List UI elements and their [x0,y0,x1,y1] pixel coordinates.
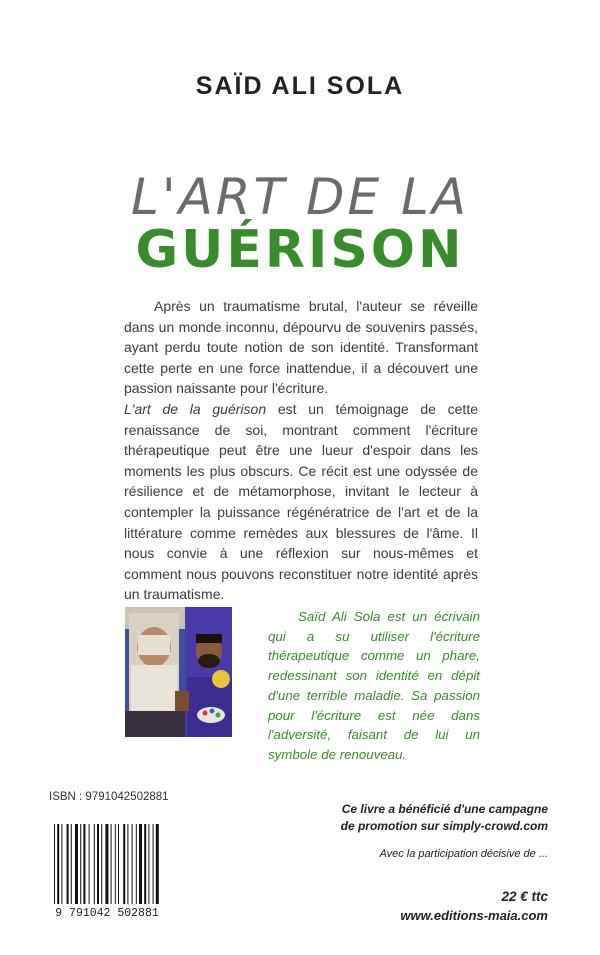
barcode-bar [57,824,59,904]
publisher-website: www.editions-maia.com [400,908,548,923]
summary-paragraph-2 [124,399,478,605]
barcode-bar [123,824,125,904]
barcode-bars [48,820,166,920]
barcode-bar [148,824,149,904]
summary-paragraph-1: Après un traumatisme brutal, l'auteur se réveille dans un monde inconnu, dépourvu de souvenirs passés, ayant perdu toute notion de son identité. Transformant cette perte en une force inattendue, il a découvert une passion naissante pour l'écriture. [124,298,478,397]
barcode-bar [132,824,133,904]
barcode-bar [118,824,119,904]
barcode-bar [83,824,85,904]
barcode-bar [54,824,55,904]
author-bio-text: Saïd Ali Sola est un écrivain qui a su utiliser l'écriture thérapeutique comme un phare, redessinant son identité en dépit d'une terrible maladie. Sa passion pour l'écriture est née dans l'adversité, faisant de lui un symbole de renouveau. [268,609,480,762]
author-photo [125,607,232,737]
title-line-2: GUÉRISON [135,220,465,280]
summary-paragraph-2-text: est un témoignage de cette renaissance de soi, montrant comment l'écriture thérapeutique peut être une lueur d'espoir dans les moments les plus obscurs. Ce récit est une odyssée de résilience et de métamorphose, invitant le lecteur à contempler la puissance régénératrice de l'art et de la littérature comme remèdes aux blessures de l'âme. Il nous convie à une réflexion sur nous-mêmes et comment nous pouvons reconstituer notre identité après un traumatisme. [124,400,478,603]
title-line-1: L'ART DE LA [130,168,470,226]
participation-text: Avec la participation décisive de ... [379,848,548,860]
promo-text: Ce livre a bénéficié d'une campagne de promotion sur simply-crowd.com [340,802,548,833]
publisher-info [330,801,548,923]
price: 22 € ttc [501,889,548,904]
barcode-bar [111,824,112,904]
barcode-bar [153,824,154,904]
barcode [48,820,166,920]
barcode-bar [115,824,116,904]
barcode-bar [127,824,128,904]
barcode-bar [75,824,78,904]
isbn-label: ISBN : 9791042502881 [49,791,169,803]
back-cover-summary [124,296,478,605]
barcode-bar [61,824,62,904]
barcode-bar [80,824,81,904]
barcode-bar [67,824,69,904]
barcode-bar [97,824,99,904]
summary-book-title: L'art de la guérison [124,400,267,417]
author-bio [268,607,480,765]
barcode-bar [144,824,146,904]
barcode-bar [105,824,108,904]
barcode-bar [89,824,90,904]
barcode-bar [139,824,142,904]
author-name: SAÏD ALI SOLA [195,72,405,100]
barcode-bar [94,824,95,904]
author-photo-image [125,607,232,737]
barcode-bar [156,824,159,904]
barcode-bar [71,824,72,904]
barcode-bar [101,824,102,904]
barcode-digits: 9 791042 502881 [55,907,159,920]
barcode-bar [136,824,137,904]
